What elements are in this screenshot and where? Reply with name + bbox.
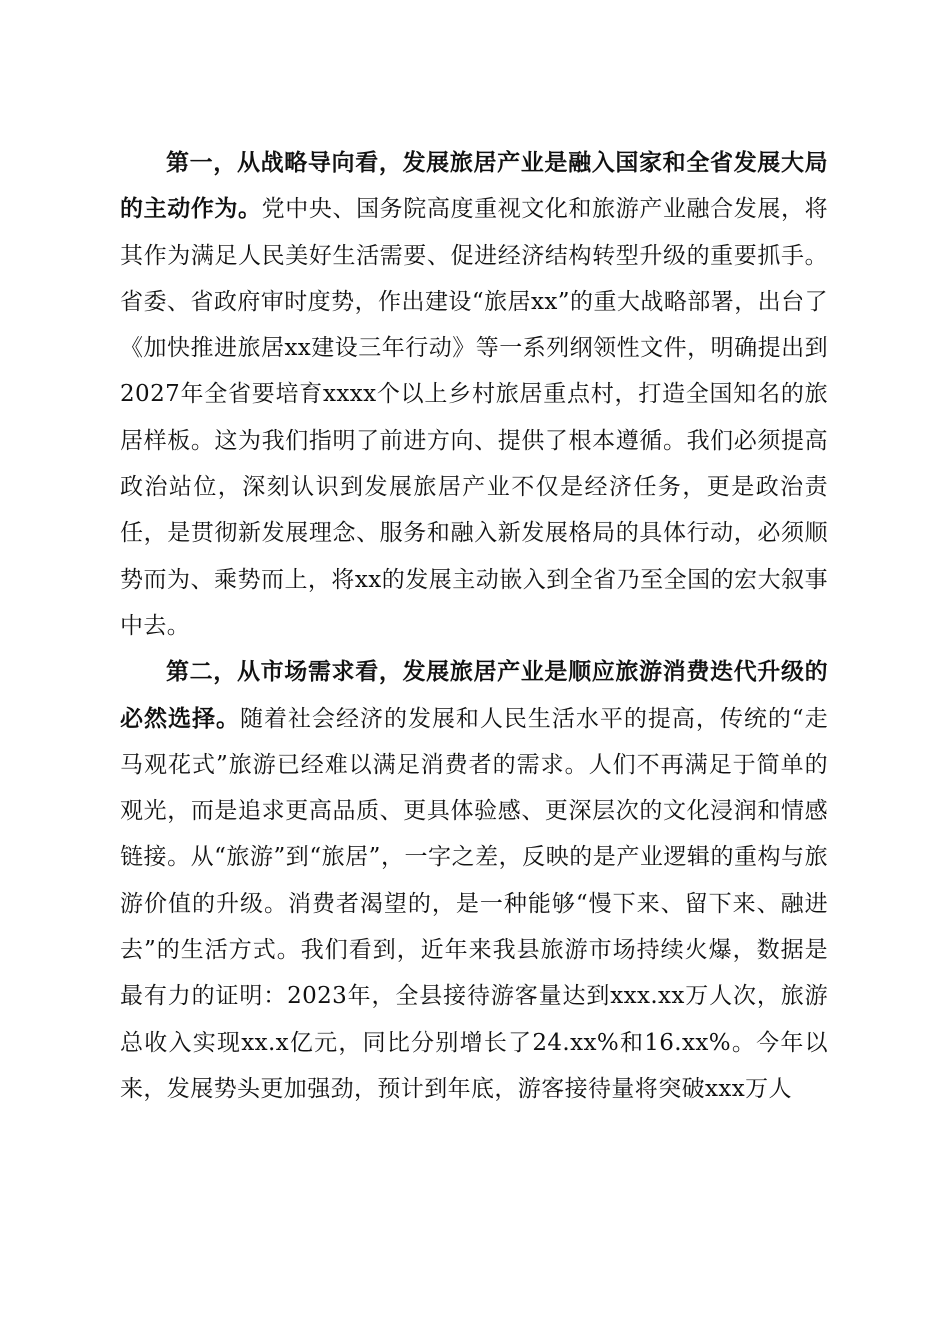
paragraph-lead: 第二，从市场需求看，发展旅居产业是顺应旅游消费迭代升级的必然选择。 — [120, 658, 828, 732]
paragraph-lead: 第一，从战略导向看，发展旅居产业是融入国家和全省发展大局的主动作为。 — [120, 149, 828, 223]
paragraph-text: 随着社会经济的发展和人民生活水平的提高，传统的“走马观花式”旅游已经难以满足消费者的需求。人们不再满足于简单的观光，而是追求更高品质、更具体验感、更深层次的文化浸润和情感链接。从“旅游”到“旅居”，一字之差，反映的是产业逻辑的重构与旅游价值的升级。消费者渴望的，是一种能够“慢下来、留下来、融进去”的生活方式。我们看到，近年来我县旅游市场持续火爆，数据是最有力的证明：2023年，全县接待游客量达到xxx.xx万人次，旅游总收入实现xx.x亿元，同比分别增长了24.xx%和16.xx%。今年以来，发展势头更加强劲，预计到年底，游客接待量将突破xxx万人 — [120, 705, 829, 1102]
paragraph-text: 党中央、国务院高度重视文化和旅游产业融合发展，将其作为满足人民美好生活需要、促进经济结构转型升级的重要抓手。省委、省政府审时度势，作出建设“旅居xx”的重大战略部署，出台了《加快推进旅居xx建设三年行动》等一系列纲领性文件，明确提出到2027年全省要培育xxxx个以上乡村旅居重点村，打造全国知名的旅居样板。这为我们指明了前进方向、提供了根本遵循。我们必须提高政治站位，深刻认识到发展旅居产业不仅是经济任务，更是政治责任，是贯彻新发展理念、服务和融入新发展格局的具体行动，必须顺势而为、乘势而上，将xx的发展主动嵌入到全省乃至全国的宏大叙事中去。 — [120, 196, 828, 639]
document-body — [120, 140, 828, 1112]
paragraph-market-demand — [120, 649, 828, 1112]
paragraph-strategic-orientation — [120, 140, 828, 649]
